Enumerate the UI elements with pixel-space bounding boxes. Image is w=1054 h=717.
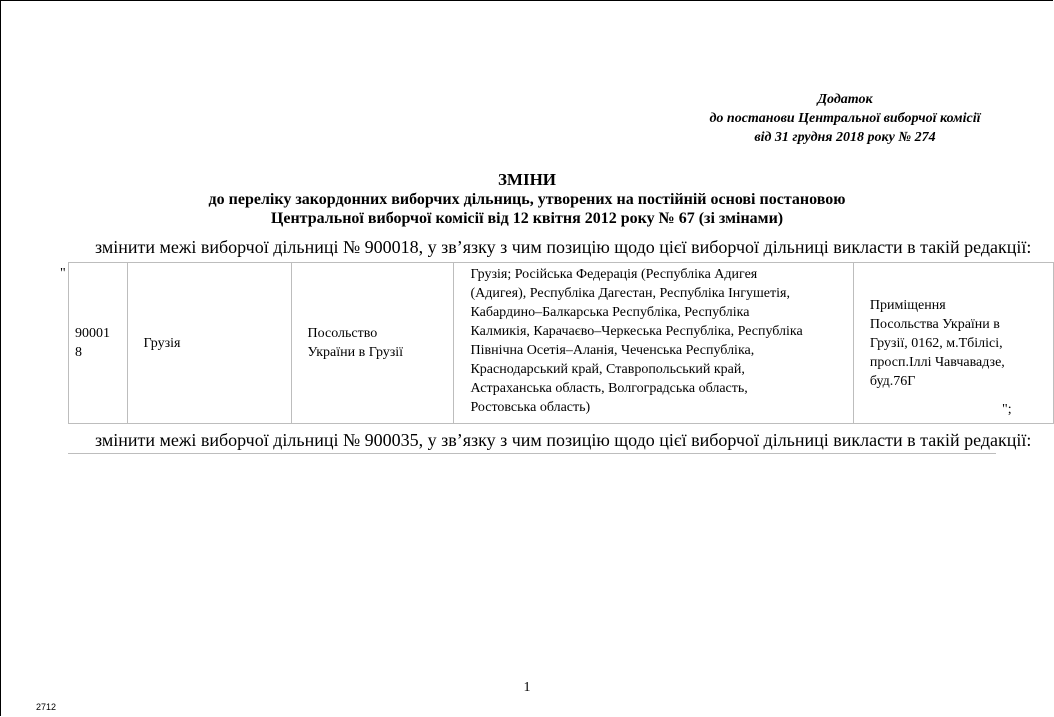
premises-cell xyxy=(853,263,1053,424)
change-paragraph-1: змінити межі виборчої дільниці № 900018, у зв’язку з чим позицію щодо цієї виборчої дільниці викласти в такій редакції: xyxy=(95,237,1032,257)
territory-cell xyxy=(454,263,853,424)
premises-line: Грузії, 0162, м.Тбілісі, xyxy=(869,335,1003,351)
appendix-date: від 31 грудня 2018 року № 274 xyxy=(754,130,936,145)
territory-line: Ростовська область) xyxy=(470,400,591,415)
polling-station-table xyxy=(68,262,1054,424)
appendix-label: Додаток xyxy=(817,92,873,107)
table-row xyxy=(69,263,1054,424)
document-subtitle-line1: до переліку закордонних виборчих дільниць, утворених на постійній основі постановою xyxy=(208,191,846,208)
territory-line: Калмикія, Карачаєво–Черкеська Республіка, Республіка xyxy=(470,324,803,339)
station-number-part2: 8 xyxy=(75,345,82,360)
institution-cell xyxy=(291,263,454,424)
premises-line: Приміщення xyxy=(869,297,946,313)
institution-line1: Посольство xyxy=(307,326,378,341)
station-number-part1: 90001 xyxy=(75,326,110,341)
table-top-border xyxy=(68,453,996,454)
page-number: 1 xyxy=(523,680,531,695)
change-paragraph-2: змінити межі виборчої дільниці № 900035, у зв’язку з чим позицію щодо цієї виборчої дільниці викласти в такій редакції: xyxy=(95,430,1032,450)
document-title: ЗМІНИ xyxy=(497,170,557,189)
territory-line: (Адигея), Республіка Дагестан, Республіка Інгушетія, xyxy=(470,286,790,301)
territory-line: Краснодарський край, Ставропольський край, xyxy=(470,362,745,377)
station-number-cell xyxy=(69,263,128,424)
premises-line: Посольства України в xyxy=(869,316,1000,332)
territory-line: Кабардино–Балкарська Республіка, Республіка xyxy=(470,305,750,320)
territory-line: Астраханська область, Волгоградська область, xyxy=(470,381,748,396)
open-quote: " xyxy=(60,266,66,281)
institution-line2: України в Грузії xyxy=(307,345,404,360)
premises-line: буд.76Г xyxy=(869,373,916,389)
premises-line: просп.Іллі Чавчавадзе, xyxy=(869,354,1005,370)
appendix-resolution: до постанови Центральної виборчої комісії xyxy=(709,111,981,126)
country-text: Грузія xyxy=(143,335,181,351)
territory-line: Грузія; Російська Федерація (Республіка Адигея xyxy=(470,267,758,282)
country-cell xyxy=(127,263,291,424)
territory-line: Північна Осетія–Аланія, Чеченська Республіка, xyxy=(470,343,755,358)
close-quote: "; xyxy=(1002,402,1012,417)
document-code: 2712 xyxy=(36,702,57,712)
document-subtitle-line2: Центральної виборчої комісії від 12 квітня 2012 року № 67 (зі змінами) xyxy=(270,210,784,227)
